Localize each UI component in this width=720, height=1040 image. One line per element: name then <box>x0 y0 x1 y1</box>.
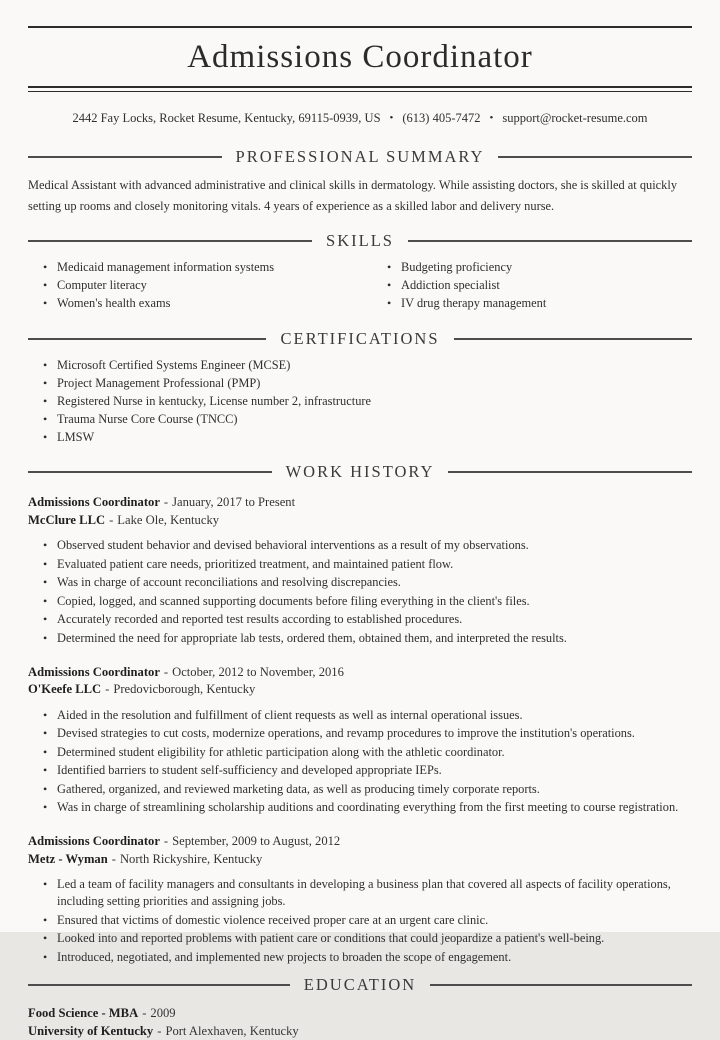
job-company: O'Keefe LLC <box>28 682 102 696</box>
education-degree: Food Science - MBA <box>28 1005 139 1020</box>
separator: - <box>109 512 114 527</box>
certification-item: • Trauma Nurse Core Course (TNCC) <box>40 411 692 428</box>
job-bullet: • Gathered, organized, and reviewed marketing data, as well as producing timely corporate reports. <box>40 781 692 798</box>
job-bullet-list <box>28 537 692 647</box>
heading-rule-right <box>408 240 692 242</box>
contact-separator-dot: • <box>389 112 394 124</box>
job-bullet: • Identified barriers to student self-sufficiency and developed appropriate IEPs. <box>40 762 692 779</box>
skill-item: • Medicaid management information systems <box>40 259 360 276</box>
separator: - <box>111 851 116 866</box>
summary-text: Medical Assistant with advanced administrative and clinical skills in dermatology. While assisting doctors, she is skilled at quickly setting up rooms and closely monitoring vitals. 4 years of experience as a skilled labor and delivery nurse. <box>28 178 678 213</box>
skill-item: • Addiction specialist <box>384 277 692 294</box>
job-bullet: • Introduced, negotiated, and implemented new projects to broaden the scope of engagement. <box>40 949 692 966</box>
section-heading-label: EDUCATION <box>303 974 417 994</box>
skill-item: • Computer literacy <box>40 277 360 294</box>
job-dates: October, 2012 to November, 2016 <box>172 664 344 679</box>
job-bullet: • Led a team of facility managers and consultants in developing a business plan that covered all aspects of facility operations, including setting priorities and assigning jobs. <box>40 876 692 910</box>
job-bullet-list <box>28 707 692 817</box>
skill-item: • IV drug therapy management <box>384 295 692 312</box>
heading-rule-left <box>28 156 222 158</box>
heading-rule-right <box>430 984 692 986</box>
job-bullet: • Accurately recorded and reported test results according to established procedures. <box>40 611 692 628</box>
job-title-line <box>28 494 692 512</box>
skill-item: • Women's health exams <box>40 295 360 312</box>
section-heading-label: SKILLS <box>326 231 394 250</box>
heading-rule-left <box>28 984 290 986</box>
section-heading-education <box>28 975 692 995</box>
job-location: Predovicborough, Kentucky <box>113 682 256 696</box>
page-title: Admissions Coordinator <box>187 39 533 75</box>
job-bullet-list <box>28 876 692 966</box>
education-block <box>28 1004 692 1040</box>
contact-separator-dot: • <box>489 112 494 124</box>
job-company: McClure LLC <box>28 512 106 527</box>
job-bullet: • Ensured that victims of domestic violence received proper care at an urgent care clinic. <box>40 912 692 929</box>
education-school: University of Kentucky <box>28 1023 154 1038</box>
contact-phone: (613) 405-7472 <box>402 111 481 125</box>
job-company: Metz - Wyman <box>28 851 108 866</box>
job-bullet: • Copied, logged, and scanned supporting documents before filing everything in the client's files. <box>40 593 692 610</box>
heading-rule-right <box>448 471 692 473</box>
education-location: Port Alexhaven, Kentucky <box>165 1023 299 1038</box>
heading-rule-left <box>28 471 272 473</box>
job-bullet: • Was in charge of account reconciliations and resolving discrepancies. <box>40 574 692 591</box>
job-company-line <box>28 681 692 699</box>
separator: - <box>157 1023 162 1038</box>
job-title: Admissions Coordinator <box>28 495 160 509</box>
job-bullet: • Evaluated patient care needs, prioritized treatment, and maintained patient flow. <box>40 556 692 573</box>
contact-email: support@rocket-resume.com <box>502 111 648 125</box>
certification-item: • Registered Nurse in kentucky, License number 2, infrastructure <box>40 393 692 410</box>
heading-rule-right <box>454 338 692 340</box>
skill-item: • Budgeting proficiency <box>384 259 692 276</box>
job-bullet: • Aided in the resolution and fulfillment of client requests as well as internal operational issues. <box>40 707 692 724</box>
job-company-line <box>28 851 692 869</box>
separator: - <box>163 664 169 679</box>
skills-column-left <box>28 259 360 313</box>
job-title-line <box>28 664 692 682</box>
job-bullet: • Determined student eligibility for athletic participation along with the athletic coordinator. <box>40 744 692 761</box>
section-heading-label: PROFESSIONAL SUMMARY <box>235 147 485 166</box>
separator: - <box>105 682 110 696</box>
job-location: Lake Ole, Kentucky <box>117 512 220 527</box>
job-block <box>28 833 692 966</box>
education-year: 2009 <box>150 1005 176 1020</box>
title-divider-top <box>28 26 692 28</box>
job-block <box>28 494 692 647</box>
job-bullet: • Was in charge of streamlining scholarship auditions and coordinating everything from the first meeting to course registration. <box>40 799 692 816</box>
job-title-line <box>28 833 692 851</box>
heading-rule-right <box>498 156 692 158</box>
job-bullet: • Observed student behavior and devised behavioral interventions as a result of my observations. <box>40 537 692 554</box>
separator: - <box>142 1005 147 1020</box>
job-title: Admissions Coordinator <box>28 664 160 679</box>
job-bullet: • Determined the need for appropriate lab tests, ordered them, obtained them, and interpreted the results. <box>40 630 692 647</box>
job-dates: January, 2017 to Present <box>172 495 296 509</box>
education-degree-line <box>28 1004 692 1022</box>
certifications-list <box>28 357 692 446</box>
section-heading-label: WORK HISTORY <box>285 462 435 481</box>
separator: - <box>163 834 169 848</box>
certification-item: • Project Management Professional (PMP) <box>40 375 692 392</box>
job-dates: September, 2009 to August, 2012 <box>172 834 341 848</box>
section-heading-work-history <box>28 462 692 482</box>
section-heading-label: CERTIFICATIONS <box>280 329 440 348</box>
skills-columns <box>28 259 692 313</box>
job-block <box>28 664 692 817</box>
separator: - <box>163 495 169 509</box>
section-heading-certifications <box>28 329 692 349</box>
section-heading-summary <box>28 147 692 167</box>
job-location: North Rickyshire, Kentucky <box>119 851 263 866</box>
heading-rule-left <box>28 338 266 340</box>
education-school-line <box>28 1022 692 1040</box>
certification-item: • LMSW <box>40 429 692 446</box>
job-bullet: • Devised strategies to cut costs, modernize operations, and revamp procedures to improve the institution's operations. <box>40 725 692 742</box>
title-divider-bottom <box>28 86 692 92</box>
contact-address: 2442 Fay Locks, Rocket Resume, Kentucky, 69115-0939, US <box>72 111 381 125</box>
skills-column-right <box>360 259 692 313</box>
certification-item: • Microsoft Certified Systems Engineer (MCSE) <box>40 357 692 374</box>
job-title: Admissions Coordinator <box>28 834 160 848</box>
job-company-line <box>28 512 692 530</box>
heading-rule-left <box>28 240 312 242</box>
job-bullet: • Looked into and reported problems with patient care or conditions that could jeopardize a patient's well-being. <box>40 930 692 947</box>
contact-line <box>28 111 692 126</box>
section-heading-skills <box>28 231 692 251</box>
